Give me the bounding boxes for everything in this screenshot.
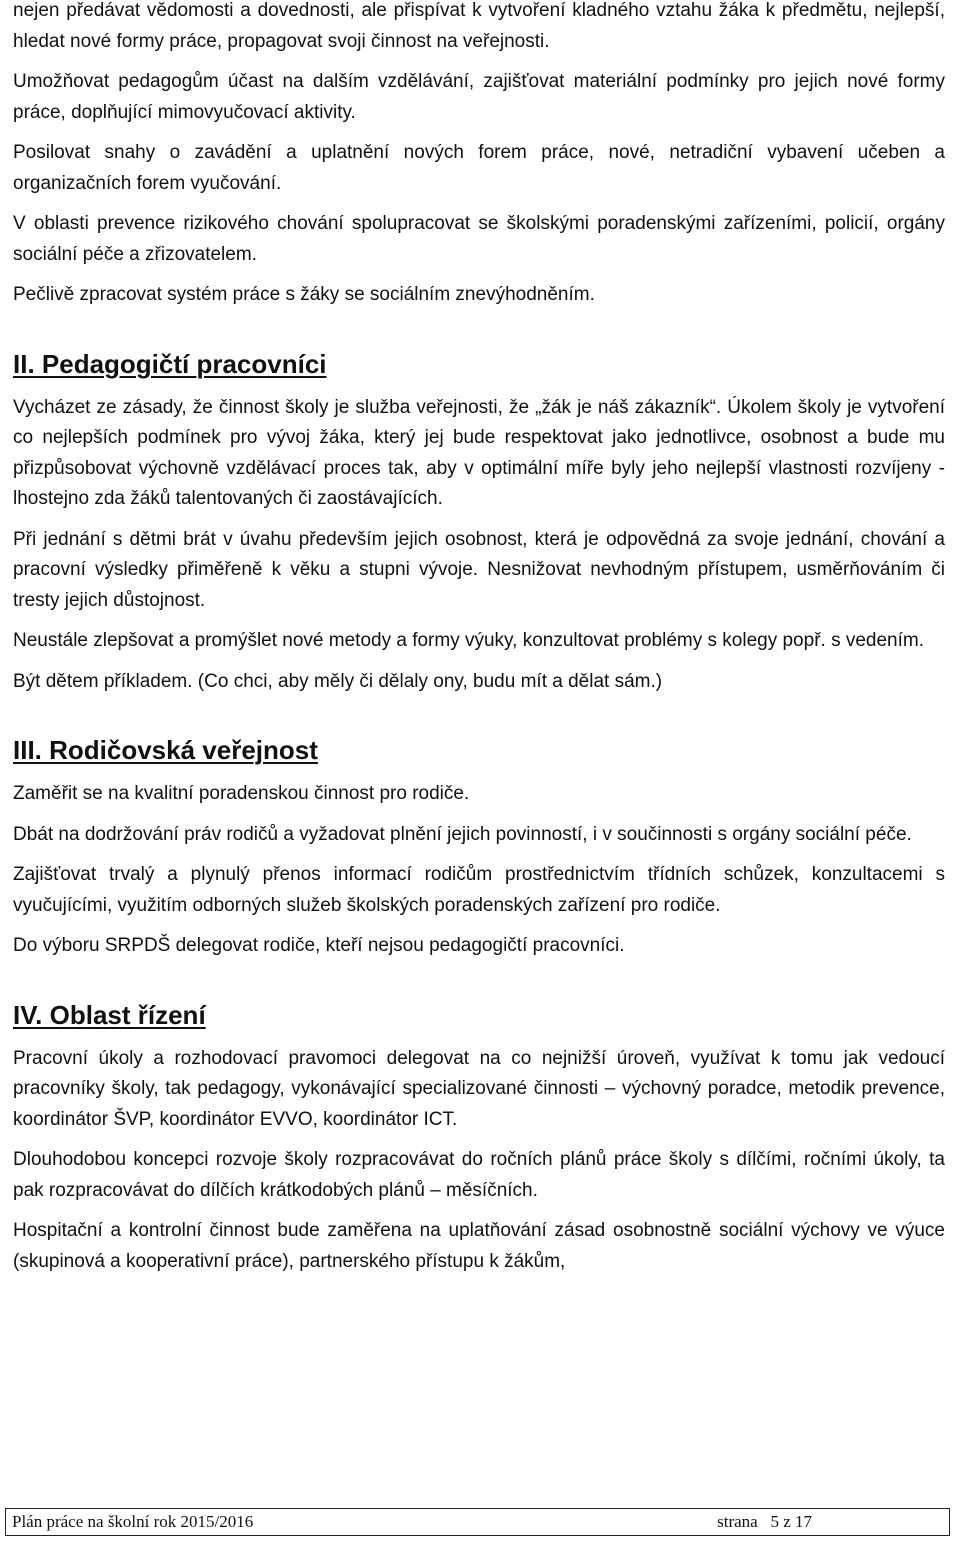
paragraph: nejen předávat vědomosti a dovednosti, ale přispívat k vytvoření kladného vztahu žáka k předmětu, nejlepší, hledat nové formy práce, propagovat svoji činnost na veřejnosti. <box>13 0 945 52</box>
paragraph: Zajišťovat trvalý a plynulý přenos informací rodičům prostřednictvím třídních schůzek, konzultacemi s vyučujícími, využitím odborných služeb školských poradenských zařízení pro rodiče. <box>13 864 945 916</box>
paragraph: Pracovní úkoly a rozhodovací pravomoci delegovat na co nejnižší úroveň, využívat k tomu jak vedoucí pracovníky školy, tak pedagogy, vykonávající specializované činnosti – výchovný poradce, metodik prevence, koordinátor ŠVP, koordinátor EVVO, koordinátor ICT. <box>13 1047 945 1130</box>
paragraph: Dlouhodobou koncepci rozvoje školy rozpracovávat do ročních plánů práce školy s dílčími, ročními úkoly, ta pak rozpracovávat do dílčích krátkodobých plánů – měsíčních. <box>13 1149 945 1201</box>
section-heading-pedagogicti-pracovnici: II. Pedagogičtí pracovníci <box>13 348 327 379</box>
paragraph: Do výboru SRPDŠ delegovat rodiče, kteří nejsou pedagogičtí pracovníci. <box>13 935 625 956</box>
paragraph: Posilovat snahy o zavádění a uplatnění nových forem práce, nové, netradiční vybavení učeben a organizačních forem vyučování. <box>13 142 945 194</box>
paragraph: Umožňovat pedagogům účast na dalším vzdělávání, zajišťovat materiální podmínky pro jejich nové formy práce, doplňující mimovyučovací aktivity. <box>13 71 945 123</box>
page-footer <box>5 1508 950 1536</box>
section-heading-oblast-rizeni: IV. Oblast řízení <box>13 999 206 1030</box>
paragraph: V oblasti prevence rizikového chování spolupracovat se školskými poradenskými zařízeními, policií, orgány sociální péče a zřizovatelem. <box>13 213 945 265</box>
paragraph: Vycházet ze zásady, že činnost školy je služba veřejnosti, že „žák je náš zákazník“. Úkolem školy je vytvoření co nejlepších podmínek pro vývoj žáka, který jej bude respektovat jako jednotlivce, osobnost a bude mu přizpůsobovat výchovně vzdělávací proces tak, aby v optimální míře byly jeho nejlepší vlastnosti rozvíjeny - lhostejno zda žáků talentovaných či zaostávajících. <box>13 396 945 509</box>
paragraph: Pečlivě zpracovat systém práce s žáky se sociálním znevýhodněním. <box>13 284 595 305</box>
paragraph: Dbát na dodržování práv rodičů a vyžadovat plnění jejich povinností, i v součinnosti s orgány sociální péče. <box>13 823 912 845</box>
paragraph: Hospitační a kontrolní činnost bude zaměřena na uplatňování zásad osobnostně sociální výchovy ve výuce (skupinová a kooperativní práce), partnerského přístupu k žákům, <box>13 1220 945 1272</box>
footer-title: Plán práce na školní rok 2015/2016 <box>12 1512 254 1531</box>
paragraph: Zaměřit se na kvalitní poradenskou činnost pro rodiče. <box>13 783 470 804</box>
paragraph: Být dětem příkladem. (Co chci, aby měly či dělaly ony, budu mít a dělat sám.) <box>13 670 663 692</box>
paragraph: Při jednání s dětmi brát v úvahu především jejich osobnost, která je odpovědná za svoje jednání, chování a pracovní výsledky přiměřeně k věku a stupni vývoje. Nesnižovat nevhodným přístupem, usměrňováním či tresty jejich důstojnost. <box>13 528 945 611</box>
section-heading-rodicovska-verejnost: III. Rodičovská veřejnost <box>13 735 318 765</box>
page-number: strana 5 z 17 <box>717 1512 812 1531</box>
paragraph: Neustále zlepšovat a promýšlet nové metody a formy výuky, konzultovat problémy s kolegy popř. s vedením. <box>13 630 925 651</box>
document-page <box>13 0 945 1277</box>
